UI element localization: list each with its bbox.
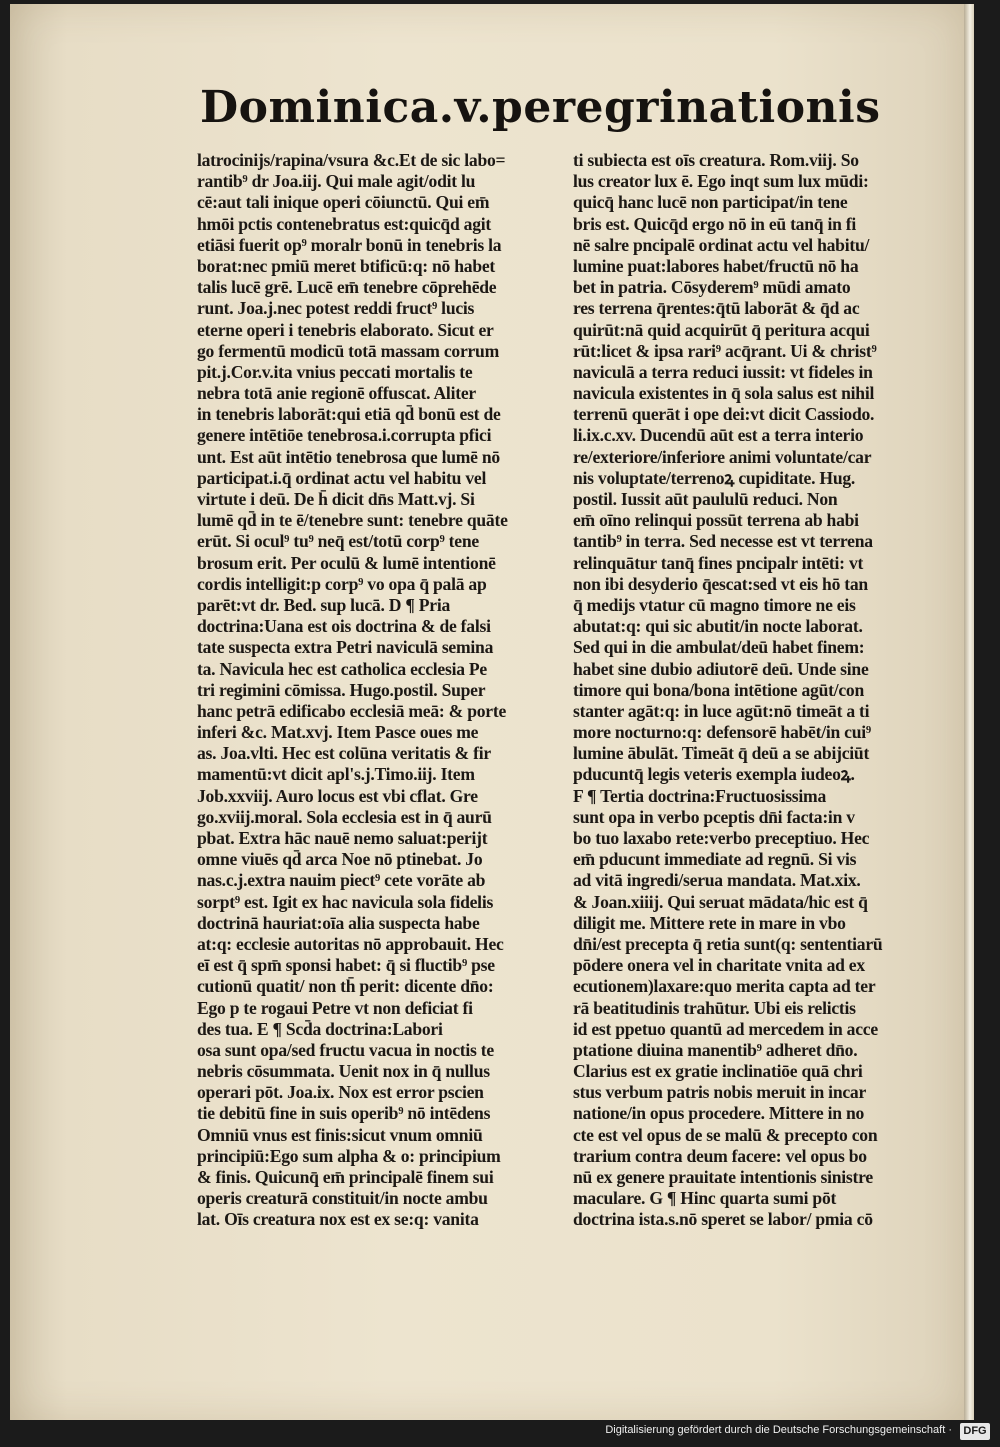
text-line: virtute i deū. De h̄ dicit dn̄s Matt.vj. Si <box>197 489 475 509</box>
text-line: doctrinā hauriat:oīa alia suspecta habe <box>197 912 480 933</box>
text-line: hmōi pctis contenebratus est:quicq̄d agit <box>197 213 491 234</box>
text-line: non ibi desyderio q̄escat:sed vt eis hō tan <box>573 573 868 594</box>
text-line: cē:aut tali inique operi cōiunctū. Qui em̄ <box>197 192 490 213</box>
text-line: diligit me. Mittere rete in mare in vbo <box>573 912 846 933</box>
text-line: terrenū querāt i ope dei:vt dicit Cassiodo. <box>573 404 875 425</box>
text-line: quicq̄ hanc lucē non participat/in tene <box>573 192 848 213</box>
text-line: doctrina:Uana est ois doctrina & de falsi <box>197 616 491 637</box>
text-line: Ego p te rogaui Petre vt non deficiat fi <box>197 997 473 1018</box>
funding-notice: Digitalisierung gefördert durch die Deutsche Forschungsgemeinschaft · <box>605 1424 952 1436</box>
text-line: stanter agāt:q: in luce agūt:nō timeāt a ti <box>573 700 870 721</box>
text-line: res terrena q̄rentes:q̄tū laborāt & q̄d ac <box>573 298 860 319</box>
text-line: sorpt⁹ est. Igit ex hac navicula sola fidelis <box>197 891 494 912</box>
text-line: em̄ pducunt immediate ad regnū. Si vis <box>573 849 857 870</box>
text-line: cordis intelligit:p corp⁹ vo opa q̄ palā ap <box>197 573 487 594</box>
text-line: pducuntq̄ legis veteris exempla iudeoꝝ. <box>573 764 855 785</box>
text-line: bet in patria. Cōsyderem⁹ mūdi amato <box>573 277 851 298</box>
text-line: lat. Oīs creatura nox est ex se:q: vanita <box>197 1209 479 1230</box>
text-line: nas.c.j.extra nauim piect⁹ cete vorāte ab <box>197 870 486 891</box>
text-line: naviculā a terra reduci iussit: vt fideles in <box>573 361 873 382</box>
text-line: lumē qd̄ in te ē/tenebre sunt: tenebre quāte <box>197 510 508 531</box>
text-line: tri regimini cōmissa. Hugo.postil. Super <box>197 679 486 700</box>
text-line: cutionū quatit/ non th̄ perit: dicente dn̄o: <box>197 976 494 997</box>
text-line: parēt:vt dr. Bed. sup lucā. D ¶ Pria <box>197 594 451 615</box>
text-line: maculare. G ¶ Hinc quarta sumi pōt <box>573 1188 837 1209</box>
text-line: hanc petrā edificabo ecclesiā meā: & porte <box>197 700 507 721</box>
text-line: operari pōt. Joa.ix. Nox est error pscien <box>197 1082 484 1103</box>
text-line: ad vitā ingredi/serua mandata. Mat.xix. <box>573 870 861 891</box>
text-line: doctrina ista.s.nō speret se labor/ pmia cō <box>573 1209 873 1230</box>
text-line: talis lucē grē. Lucē em̄ tenebre cōprehēde <box>197 277 497 298</box>
text-line: rā beatitudinis trahūtur. Ubi eis relictis <box>573 997 856 1018</box>
text-line: osa sunt opa/sed fructu vacua in noctis te <box>197 1039 494 1060</box>
left-text-column <box>197 150 577 1231</box>
text-line: quirūt:nā quid acquirūt q̄ peritura acqui <box>573 319 870 340</box>
text-line: nebra totā anie regionē offuscat. Aliter <box>197 383 476 404</box>
text-line: ti subiecta est oīs creatura. Rom.viij. So <box>573 150 859 170</box>
text-line: q̄ medijs vtatur cū magno timore ne eis <box>573 594 856 615</box>
text-line: pbat. Extra hāc nauē nemo saluat:perijt <box>197 828 488 848</box>
text-line: inferi &c. Mat.xvj. Item Pasce oues me <box>197 722 479 743</box>
text-line: bris est. Quicq̄d ergo nō in eū tanq̄ in fi <box>573 213 857 234</box>
text-line: sunt opa in verbo pceptis dn̄i facta:in v <box>573 806 855 827</box>
text-line: ecutionem)laxare:quo merita capta ad ter <box>573 976 876 997</box>
text-line: lumine puat:labores habet/fructū nō ha <box>573 255 859 276</box>
text-line: principiū:Ego sum alpha & o: principium <box>197 1145 501 1166</box>
footer-bar <box>0 1420 1000 1447</box>
text-line: re/exteriore/inferiore animi voluntate/car <box>573 446 872 467</box>
text-line: in tenebris laborāt:qui etiā qd̄ bonū est de <box>197 404 501 425</box>
text-line: borat:nec pmiū meret btificū:q: nō habet <box>197 255 496 276</box>
text-line: ptatione diuina manentib⁹ adheret dn̄o. <box>573 1039 858 1060</box>
text-line: Sed qui in die ambulat/deū habet finem: <box>573 637 865 658</box>
text-line: li.ix.c.xv. Ducendū aūt est a terra interio <box>573 425 864 446</box>
text-line: Omniū vnus est finis:sicut vnum omniū <box>197 1124 483 1145</box>
text-line: trarium contra deum facere: vel opus bo <box>573 1145 867 1166</box>
text-line: pit.j.Cor.v.ita vnius peccati mortalis te <box>197 361 473 382</box>
text-line: F ¶ Tertia doctrina:Fructuosissima <box>573 785 826 806</box>
text-line: ta. Navicula hec est catholica ecclesia Pe <box>197 658 487 679</box>
text-line: relinquātur tanq̄ fines pncipalr intēti: vt <box>573 552 864 573</box>
text-line: more nocturno:q: defensorē habēt/in cui⁹ <box>573 722 871 743</box>
text-line: rantib⁹ dr Joa.iij. Qui male agit/odit lu <box>197 171 476 192</box>
right-text-column <box>573 150 943 1231</box>
text-line: timore qui bona/bona intētione agūt/con <box>573 679 865 700</box>
text-line: lus creator lux ē. Ego inqt sum lux mūdi: <box>573 171 869 192</box>
text-line: mamentū:vt dicit apl's.j.Timo.iij. Item <box>197 764 475 785</box>
text-line: cte est vel opus de se malū & precepto con <box>573 1124 878 1145</box>
text-line: genere intētiōe tenebrosa.i.corrupta pfici <box>197 425 492 446</box>
text-line: stus verbum patris nobis meruit in incar <box>573 1082 867 1103</box>
text-line: postil. Iussit aūt paululū reduci. Non <box>573 489 838 509</box>
text-line: tate suspecta extra Petri naviculā semina <box>197 637 494 658</box>
text-line: operis creaturā constituit/in nocte ambu <box>197 1188 488 1209</box>
text-line: Clarius est ex gratie inclinatiōe quā chri <box>573 1061 863 1082</box>
text-line: bo tuo laxabo rete:verbo preceptiuo. Hec <box>573 828 870 848</box>
text-line: navicula existentes in q̄ sola salus est nihil <box>573 383 875 404</box>
page-heading: Dominica.v.peregrinationis <box>200 82 881 133</box>
text-line: go.xviij.moral. Sola ecclesia est in q̄ aurū <box>197 806 492 827</box>
text-line: nebris cōsummata. Uenit nox in q̄ nullus <box>197 1061 490 1082</box>
text-line: unt. Est aūt intētio tenebrosa que lumē nō <box>197 446 500 467</box>
text-line: dn̄i/est precepta q̄ retia sunt(q: sententiarū <box>573 933 883 954</box>
dfg-logo-icon: DFG <box>960 1423 990 1440</box>
text-line: rūt:licet & ipsa rari⁹ acq̄rant. Ui & christ⁹ <box>573 340 877 361</box>
text-line: id est ppetuo quantū ad mercedem in acce <box>573 1018 878 1039</box>
text-line: omne viuēs qd̄ arca Noe nō ptinebat. Jo <box>197 849 483 870</box>
text-line: as. Joa.vlti. Hec est colūna veritatis & fir <box>197 743 491 764</box>
page-edge <box>964 4 974 1420</box>
text-line: Job.xxviij. Auro locus est vbi cflat. Gre <box>197 785 478 806</box>
text-line: at:q: ecclesie autoritas nō approbauit. Hec <box>197 933 504 954</box>
text-line: habet sine dubio adiutorē deū. Unde sine <box>573 658 869 679</box>
text-line: runt. Joa.j.nec potest reddi fruct⁹ lucis <box>197 298 475 319</box>
text-line: erūt. Si ocul⁹ tu⁹ neq̄ est/totū corp⁹ tene <box>197 531 479 552</box>
text-line: em̄ oīno relinqui possūt terrena ab habi <box>573 510 859 531</box>
text-line: & finis. Quicunq̄ em̄ principalē finem sui <box>197 1167 494 1187</box>
text-line: des tua. E ¶ Scd̄a doctrina:Labori <box>197 1018 443 1039</box>
text-line: eī est q̄ spm̄ sponsi habet: q̄ si fluctib⁹ pse <box>197 955 495 976</box>
text-line: go fermentū modicū totā massam corrum <box>197 340 499 361</box>
text-line: natione/in opus procedere. Mittere in no <box>573 1103 865 1124</box>
text-line: latrocinijs/rapina/vsura &c.Et de sic labo= <box>197 150 506 170</box>
text-line: nū ex genere prauitate intentionis sinistre <box>573 1167 873 1187</box>
text-line: abutat:q: qui sic abutit/in nocte laborat. <box>573 616 863 637</box>
text-line: pōdere onera vel in charitate vnita ad ex <box>573 955 865 976</box>
text-line: participat.i.q̄ ordinat actu vel habitu vel <box>197 467 487 488</box>
text-line: brosum erit. Per oculū & lumē intentionē <box>197 552 496 573</box>
text-line: & Joan.xiiij. Qui seruat mādata/hic est q̄ <box>573 891 868 912</box>
text-line: nis voluptate/terrenoꝝ cupiditate. Hug. <box>573 467 856 488</box>
text-line: etiāsi fuerit op⁹ moralr bonū in tenebris la <box>197 234 502 255</box>
text-line: nē salre pncipalē ordinat actu vel habitu/ <box>573 234 870 255</box>
text-line: tantib⁹ in terra. Sed necesse est vt terrena <box>573 531 873 552</box>
text-line: lumine ābulāt. Timeāt q̄ deū a se abijciūt <box>573 743 870 764</box>
text-line: eterne operi i tenebris elaborato. Sicut er <box>197 319 494 340</box>
text-line: tie debitū fine in suis operib⁹ nō intēdens <box>197 1103 491 1124</box>
